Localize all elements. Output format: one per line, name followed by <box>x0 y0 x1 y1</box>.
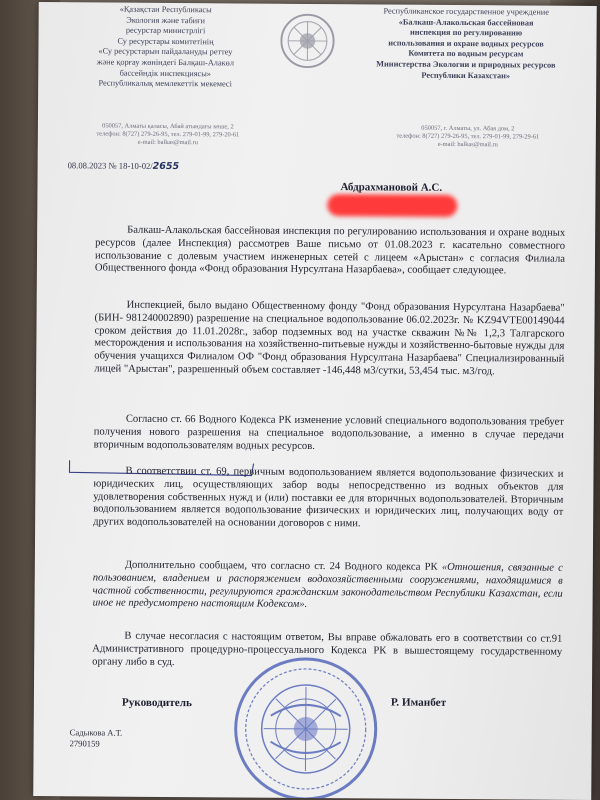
address-line: e-mail: balkas@mail.ru <box>137 138 198 147</box>
address-line: 050057, Алматы қаласы, Абай атындағы көше, 2 <box>102 122 234 131</box>
paragraph-permit: Инспекцией, было выдано Общественному фонду "Фонд образования Нурсултана Назарбаева" (БИН- 981240002890) разрешение на специальное водопользование 06.02.2023г. № KZ94VTE00149044 сроком действия до 11.01.2028г., забор подземных вод на участке скважин №№ 1,2,3 Талгарского месторождения и использования на хозяйственно-питьевые нужды и хозяйственно-бытовые нужды для обучения учащихся Филиалом ОФ "Фонд образования Нурсултана Назарбаева" Специализированный лицей "Арыстан", разрешенный объем составляет -146,448 м3/сутки, 53,454 тыс. м3/год. <box>94 299 565 378</box>
paragraph-article-69: В соответствии ст. 69, первичным водопользованием является водопользование физических и юридических лиц, осуществляющих забор воды непосредственно из водных объектов для удовлетворения собственных нужд и (или) поставки ее для вторичных водопользователей. Вторичным водопользованием является водопользование физических и юридических лиц, получающих воду от других водопользователей на основании договоров с ними. <box>93 465 564 530</box>
paragraph-appeal: В случае несогласия с настоящим ответом, Вы вправе обжаловать его в соответствии со ст.91 Административного процедурно-процессуального Кодекса РК в вышестоящему государственному органу либо в суд. <box>92 630 563 668</box>
header-russian <box>368 6 564 82</box>
header-line: Комитета по водным ресурсам <box>408 49 524 59</box>
address-line: 050057, г. Алматы, ул. Абая дом, 2 <box>421 124 515 133</box>
paragraph-article-66: Согласно ст. 66 Водного Кодекса РК изменение условий специального водопользования требует получения нового разрешения на специальное водопользование, а именно в случае передачи вторичным водопользователям водных ресурсов. <box>93 413 564 452</box>
header-line: Экология және табиғи <box>126 15 206 25</box>
header-line: «Су ресурстарын пайдалануды реттеу <box>98 46 233 57</box>
header-kazakh <box>70 4 261 90</box>
address-line: e-mail: balkas@mail.ru <box>437 140 498 149</box>
state-emblem-icon <box>278 12 336 70</box>
address-russian <box>368 124 568 149</box>
paragraph-article-24 <box>93 559 563 613</box>
header-line: Су ресурстары комитетінің <box>117 36 214 47</box>
address-line: телефон: 8(727) 279-26-95, тел. 279-01-99, 279-29-61 <box>396 132 540 141</box>
header-line: «Балкаш-Алакольская бассейновая <box>398 17 534 28</box>
header-line: Республики Казахстан» <box>421 70 511 80</box>
header-line: және қорғау жөніндегі Балқаш-Алакөл <box>96 57 235 68</box>
letter-page <box>33 2 597 800</box>
header-line: Республиканское государственное учреждение <box>383 6 549 17</box>
addressee: Абдрахмановой А.С. <box>340 181 443 194</box>
header-line: бассейндік инспекциясы» <box>119 68 212 78</box>
executor-phone: 2790159 <box>69 738 100 749</box>
article-24-quote: «Отношения, связанные с пользованием, владением и распоряжением водохозяйственными сооружениями, находящимися в частной собственности, регулируются гражданским законодательством Республики Казахстан, если иное не предусмотрено настоящим Кодексом». <box>92 561 563 611</box>
article-24-lead: Дополнительно сообщаем, что согласно ст. 24 Водного кодекса РК <box>124 559 438 573</box>
official-stamp-icon <box>230 653 381 800</box>
executor-name: Садыкова А.Т. <box>69 727 123 738</box>
header-line: Республикалық мемлекеттік мекемесі <box>98 78 232 89</box>
paragraph-intro: Балкаш-Алакольская бассейновая инспекция по регулированию использования и охране водных ресурсов (далее Инспекция) рассмотрев Ваше письмо от 01.08.2023 г. касательно совместного использование с долевым участием инженерных сетей с лицеем «Арыстан» с согласия Филиала Общественного фонда «Фонд образования Нурсултана Назарбаева», сообщает следующее. <box>94 224 566 277</box>
header-line: использования и охране водных ресурсов <box>388 38 544 49</box>
signatory-name: Р. Иманбет <box>390 696 447 709</box>
header-line: инспекция по регулированию <box>409 27 523 38</box>
address-kazakh <box>68 122 268 147</box>
document-reference <box>68 160 180 172</box>
address-line: телефон: 8(727) 279-26-95, тел. 279-01-99, 279-20-61 <box>96 130 240 139</box>
reference-number: 2655 <box>152 160 180 173</box>
redaction-mark <box>327 194 457 217</box>
header-line: ресурстар министрлігі <box>125 25 206 36</box>
executor-info <box>70 727 123 749</box>
header-line: Министерства Экологии и природных ресурсов <box>376 59 556 70</box>
reference-date: 08.08.2023 № 18-10-02/ <box>67 160 153 171</box>
signatory-title: Руководитель <box>121 696 192 710</box>
header-line: «Қазақстан Республикасы <box>119 4 212 15</box>
